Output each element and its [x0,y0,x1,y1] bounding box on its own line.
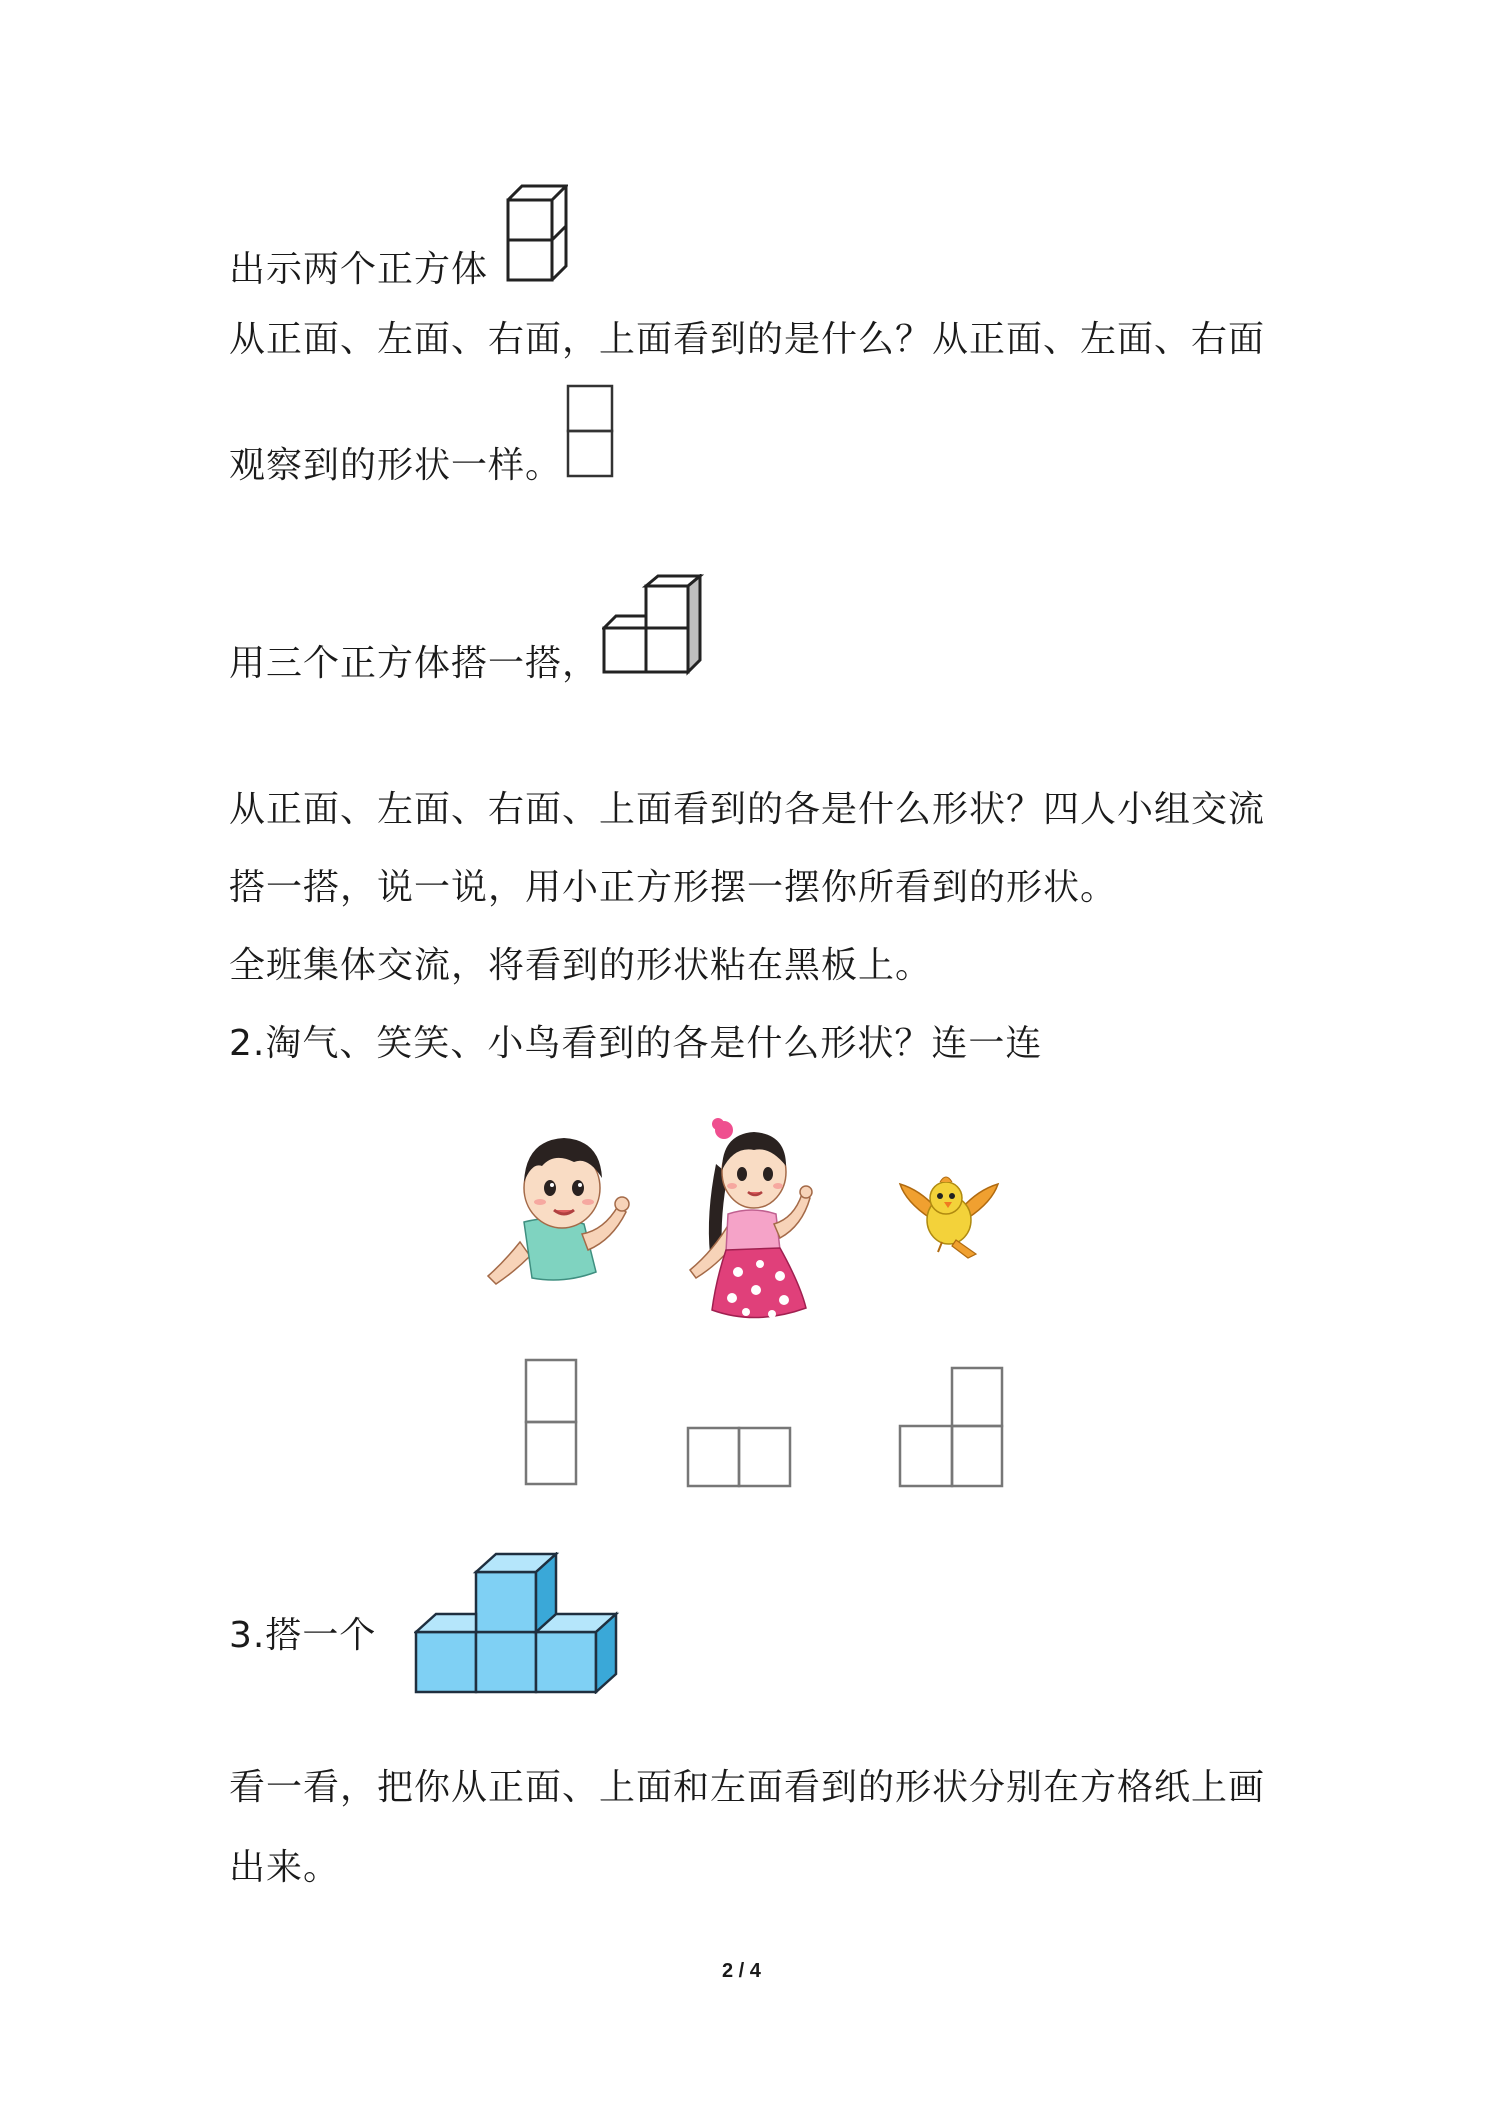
view-option-horizontal [686,1426,792,1488]
bird-illustration [896,1168,1002,1264]
text-line-5: 从正面、左面、右面、上面看到的各是什么形状？四人小组交流 [229,789,1266,830]
text-line-9: 3.搭一个 [229,1615,377,1656]
text-line-8: 2.淘气、笑笑、小鸟看到的各是什么形状？连一连 [229,1023,1043,1064]
text-line-2: 从正面、左面、右面，上面看到的是什么？从正面、左面、右面 [229,319,1266,360]
text-line-1: 出示两个正方体 [229,249,489,290]
text-line-7: 全班集体交流，将看到的形状粘在黑板上。 [229,945,933,986]
girl-xiaoxiao-illustration [676,1114,826,1334]
text-line-6: 搭一搭，说一说，用小正方形摆一摆你所看到的形状。 [229,867,1118,908]
blue-cube-stack-figure [414,1552,620,1694]
two-square-view-figure [566,384,614,478]
view-option-vertical [524,1358,578,1486]
view-option-l-shape [898,1366,1004,1488]
three-cubes-l-shape-figure [602,574,704,676]
text-line-11: 出来。 [229,1847,341,1888]
boy-taoqi-illustration [484,1122,634,1298]
page-number: 2 / 4 [722,1960,761,1982]
text-line-3: 观察到的形状一样。 [229,445,563,486]
two-stacked-cubes-figure [506,180,568,284]
text-line-10: 看一看，把你从正面、上面和左面看到的形状分别在方格纸上画 [229,1767,1266,1808]
text-line-4: 用三个正方体搭一搭， [229,643,600,684]
